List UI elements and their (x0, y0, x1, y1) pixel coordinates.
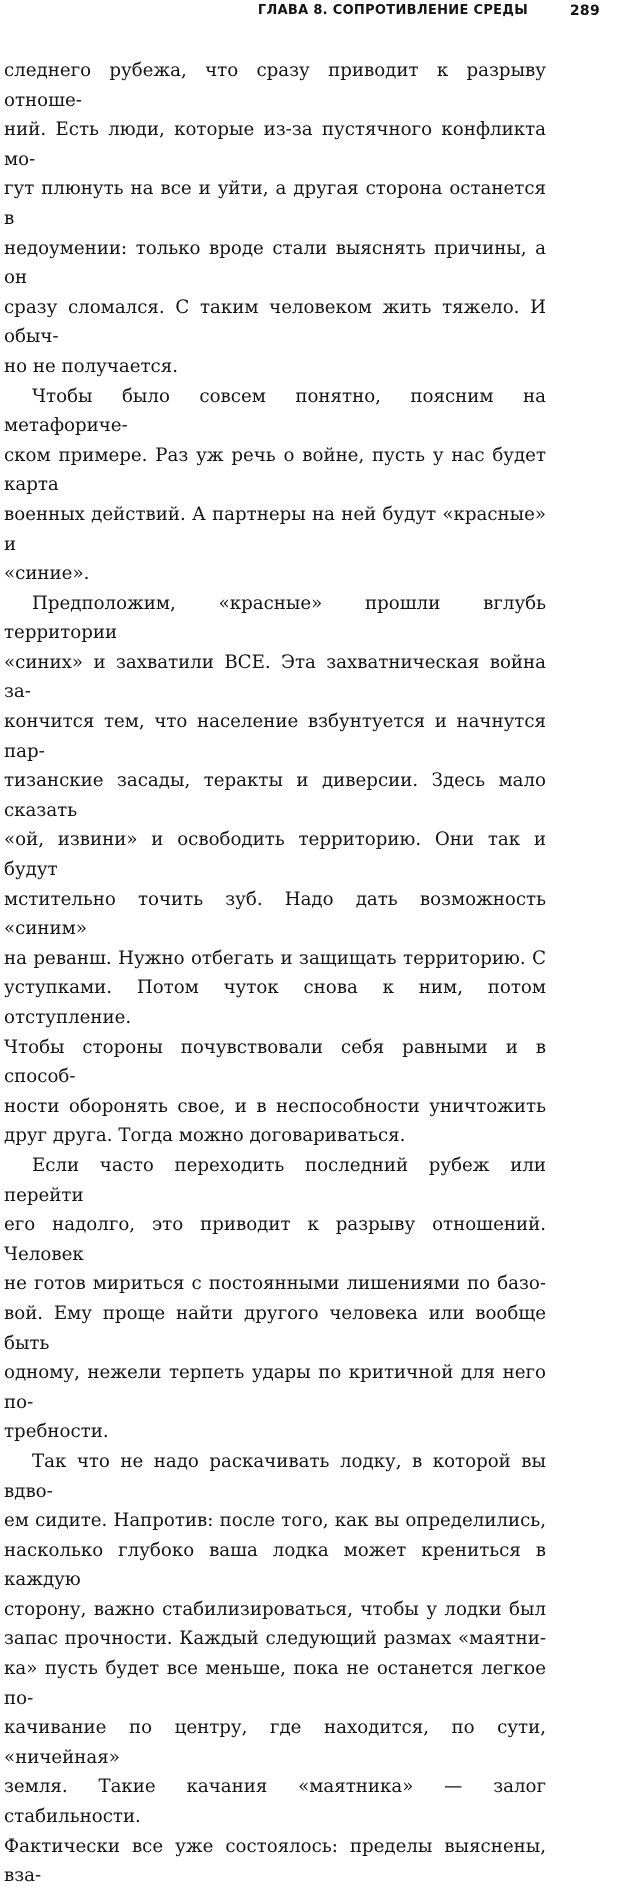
text-line: ем сидите. Напротив: после того, как вы определились, (4, 1510, 546, 1532)
text-line: ний. Есть люди, которые из-за пустячного конфликта мо- (4, 119, 546, 170)
text-line: тизанские засады, теракты и диверсии. Здесь мало сказать (4, 770, 546, 821)
text-line: земля. Такие качания «маятника» — залог стабильности. (4, 1776, 546, 1828)
text-line: мстительно точить зуб. Надо дать возможность «синим» (4, 888, 546, 940)
text-line: уступками. Потом чуток снова к ним, потом отступление. (4, 977, 546, 1028)
text-line: следнего рубежа, что сразу приводит к разрыву отноше- (4, 60, 546, 111)
text-line: кончится тем, что население взбунтуется и начнутся пар- (4, 711, 546, 762)
text-line: Так что не надо раскачивать лодку, в которой вы вдво- (4, 1450, 546, 1502)
text-line: друг друга. Тогда можно договариваться. (4, 1125, 406, 1147)
text-line: «ой, извини» и освободить территорию. Они так и будут (4, 829, 546, 881)
text-line: сразу сломался. С таким человеком жить тяжело. И обыч- (4, 296, 546, 348)
text-line: насколько глубоко ваша лодка может крениться в каждую (4, 1539, 546, 1591)
text-line: вой. Ему проще найти другого человека или вообще быть (4, 1302, 546, 1354)
text-line: «синие». (4, 563, 90, 585)
text-line: Чтобы было совсем понятно, поясним на метафориче- (4, 385, 546, 437)
text-line: качивание по центру, где находится, по сути, «ничейная» (4, 1717, 546, 1768)
text-line: сторону, важно стабилизироваться, чтобы у лодки был (4, 1598, 546, 1620)
text-line: на реванш. Нужно отбегать и защищать территорию. С (4, 947, 546, 969)
chapter-title: ГЛАВА 8. СОПРОТИВЛЕНИЕ СРЕДЫ (257, 3, 528, 18)
text-line: запас прочности. Каждый следующий размах «маятни- (4, 1628, 546, 1650)
text-line: Фактически все уже состоялось: пределы выяснены, вза- (4, 1835, 546, 1887)
text-line: «синих» и захватили ВСЕ. Эта захватническая война за- (4, 651, 546, 703)
text-line: его надолго, это приводит к разрыву отношений. Человек (4, 1214, 546, 1265)
text-line: Чтобы стороны почувствовали себя равными и в способ- (4, 1036, 546, 1088)
text-line: но не получается. (4, 355, 178, 377)
text-line: военных действий. А партнеры на ней будут «красные» и (4, 503, 546, 555)
running-header (0, 3, 620, 25)
text-line: Предположим, «красные» прошли вглубь территории (4, 592, 546, 644)
text-line: гут плюнуть на все и уйти, а другая сторона останется в (4, 178, 546, 229)
text-line: ности оборонять свое, и в неспособности уничтожить (4, 1095, 546, 1117)
text-line: ка» пусть будет все меньше, пока не останется легкое по- (4, 1658, 546, 1709)
text-line: не готов мириться с постоянными лишениями по базо- (4, 1273, 546, 1295)
page-number: 289 (569, 3, 600, 19)
text-line: требности. (4, 1421, 109, 1443)
text-line: ском примере. Раз уж речь о войне, пусть у нас будет карта (4, 444, 546, 496)
text-line: недоумении: только вроде стали выяснять причины, а он (4, 237, 546, 289)
text-line: одному, нежели терпеть удары по критичной для него по- (4, 1362, 546, 1413)
text-line: Если часто переходить последний рубеж или перейти (4, 1154, 546, 1206)
body-text (4, 56, 546, 1891)
